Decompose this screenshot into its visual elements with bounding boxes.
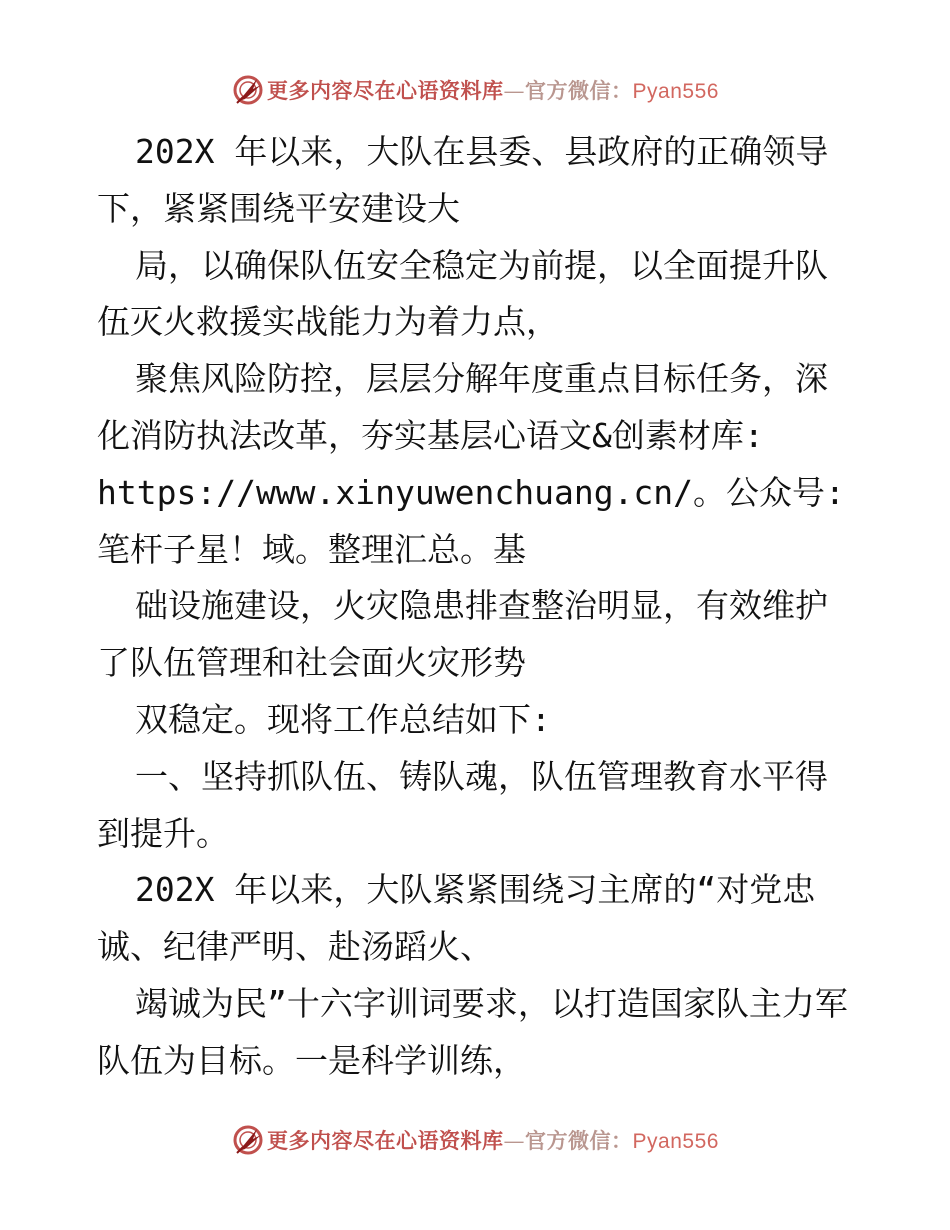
watermark-main: 更多内容尽在心语资料库 — [267, 1128, 504, 1153]
watermark-wechat-label: 官方微信： — [525, 1128, 633, 1153]
paragraph: 础设施建设，火灾隐患排查整治明显，有效维护了队伍管理和社会面火灾形势 — [97, 586, 828, 683]
section-heading: 一、坚持抓队伍、铸队魂，队伍管理教育水平得到提升。 — [97, 756, 828, 853]
watermark-dash: — — [503, 1129, 526, 1153]
watermark-wechat-id: Pyan556 — [632, 1130, 719, 1153]
paragraph: 局，以确保队伍安全稳定为前提，以全面提升队伍灭火救援实战能力为着力点， — [97, 245, 828, 342]
paragraph: 202X 年以来，大队在县委、县政府的正确领导下，紧紧围绕平安建设大 — [97, 132, 829, 228]
paragraph: https://www.xinyuwenchuang.cn/。公众号: 笔杆子星！域。整理汇总。基 — [97, 472, 865, 569]
feather-pen-logo-icon — [231, 73, 265, 107]
paragraph: 竭诚为民”十六字训词要求，以打造国家队主力军队伍为目标。一是科学训练， — [97, 983, 848, 1080]
feather-pen-logo-icon — [231, 1123, 265, 1157]
paragraph: 202X 年以来，大队紧紧围绕习主席的“对党忠诚、纪律严明、赴汤蹈火、 — [97, 870, 816, 967]
watermark-dash: — — [503, 79, 526, 103]
watermark-text — [267, 1125, 719, 1155]
watermark-wechat-label: 官方微信： — [525, 78, 633, 103]
header-watermark — [0, 70, 950, 110]
watermark-main: 更多内容尽在心语资料库 — [267, 78, 504, 103]
footer-watermark — [0, 1120, 950, 1160]
paragraph: 聚焦风险防控，层层分解年度重点目标任务，深化消防执法改革，夯实基层心语文&创素材库: — [97, 359, 828, 455]
document-body — [97, 124, 865, 1090]
paragraph: 双稳定。现将工作总结如下: — [135, 699, 551, 739]
watermark-text — [267, 75, 719, 105]
watermark-wechat-id: Pyan556 — [632, 80, 719, 103]
